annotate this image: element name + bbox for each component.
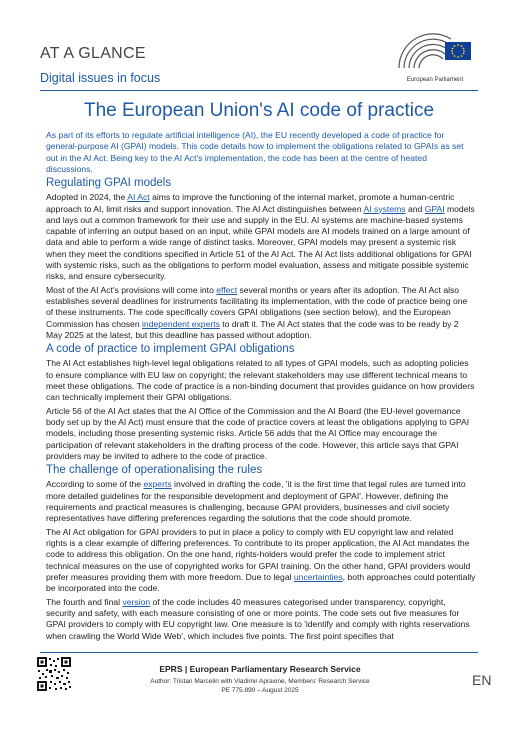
link-ai-systems[interactable]: AI systems xyxy=(363,203,406,214)
paragraph xyxy=(46,597,476,642)
link-version[interactable]: version xyxy=(122,596,151,607)
text: , both approaches could potentially be incorporated into the code. xyxy=(46,571,476,593)
parliament-hemicycle-icon xyxy=(395,30,475,70)
paragraph xyxy=(46,527,476,595)
at-a-glance-label: AT A GLANCE xyxy=(40,45,146,62)
text: The AI Act obligation for GPAI providers to put in place a policy to comply with EU copyright law and related rights is a clear example of differing preferences. To contribute to its proper application, the AI Act mandates the code to address this obligation. On the one hand, rights-holders would prefer the code to implement strict technical measures on the use of copyrighted works for GPAI training. On the other hand, GPAI providers would prefer measures providing them with more freedom. Due to legal xyxy=(46,526,471,582)
footer-authors: Author: Tristan Marcelin with Vladimir Apraxine, Members' Research Service xyxy=(150,678,370,685)
section-heading-regulating: Regulating GPAI models xyxy=(46,177,172,189)
link-uncertainties[interactable]: uncertainties xyxy=(293,571,343,582)
link-ai-act[interactable]: AI Act xyxy=(127,192,150,203)
text: to draft it. The AI Act states that the code was to be ready by 2 May 2025 at the latest, but this deadline has passed without adoption. xyxy=(46,318,459,340)
text: The fourth and final xyxy=(46,596,123,607)
text: involved in drafting the code, 'it is the first time that legal rules are turned into more detailed guidelines for the responsible development and deployment of GPAI'. However, defining the requirements and practical measures is challenging, because GPAI providers, businesses and civil society representatives have differing preferences regarding the solutions that the code should promote. xyxy=(46,479,466,523)
text: aims to improve the functioning of the internal market, promote a human-centric approach to AI, limit risks and support innovation. The AI Act distinguishes between xyxy=(46,192,455,214)
text: several months or years after its adoption. The AI Act also establishes several deadlines for instruments facilitating its implementation, with the code of practice being one of these instruments. The code specifically covers GPAI obligations (see section below), and the European Commission has chosen xyxy=(46,284,468,329)
header-divider xyxy=(40,90,478,91)
paragraph xyxy=(46,479,476,524)
link-effect[interactable]: effect xyxy=(216,284,238,295)
document-body xyxy=(46,130,476,644)
language-code: EN xyxy=(472,672,492,688)
text: Adopted in 2024, the xyxy=(46,192,128,203)
text: and xyxy=(405,203,425,214)
series-subtitle: Digital issues in focus xyxy=(40,71,161,85)
text: of the code includes 40 measures categorised under transparency, copyright, security and safety, with each measure consisting of one or more points. The code sets out five measures for GPAI providers to comply with EU copyright law. One measure is to 'identify and comply with rights reservations when crawling the World Wide Web', which includes five points. The first point specifies that xyxy=(46,596,470,641)
section-heading-code-of-practice: A code of practice to implement GPAI obligations xyxy=(46,343,295,355)
footer xyxy=(0,650,518,736)
text: According to some of the xyxy=(46,479,144,490)
paragraph: Article 56 of the AI Act states that the AI Office of the Commission and the AI Board (the EU-level governance body set up by the AI Act) must ensure that the code of practice covers at least the obligations applying to GPAI models, including those presenting systemic risks. Article 56 adds that the AI Office may encourage the participation of relevant stakeholders in the drafting process of the code. However, this article says that GPAI providers may be invited to adhere to the code of practice. xyxy=(46,405,470,461)
text: models and lays out a common framework for their use and supply in the EU. AI systems are machine-based systems capable of inferring an output based on an input, while GPAI models are AI models trained on a large amount of data and able to perform a wide range of distinct tasks. Moreover, GPAI models may present a systemic risk when they meet the conditions specified in Article 51 of the AI Act. The AI Act lists additional obligations for GPAI with systemic risks, such as the obligations to perform model evaluation, assess and mitigate possible systemic risks, and ensure cybersecurity. xyxy=(46,203,475,281)
logo-label: European Parliament xyxy=(406,77,464,83)
link-gpai[interactable]: GPAI xyxy=(424,203,445,214)
european-parliament-logo xyxy=(395,30,475,83)
intro-paragraph: As part of its efforts to regulate artificial intelligence (AI), the EU recently developed a code of practice for general-purpose AI (GPAI) models. This code details how to implement the obligations related to GPAIs as set out in the AI Act. Being key to the AI Act's implementation, the code has been at the centre of heated discussions. xyxy=(46,130,464,174)
text: Most of the AI Act's provisions will come into xyxy=(46,284,217,295)
paragraph xyxy=(46,192,476,282)
page-title: The European Union's AI code of practice xyxy=(83,100,435,121)
footer-reference: PE 775.890 – August 2025 xyxy=(221,687,299,694)
paragraph xyxy=(46,285,476,341)
footer-info xyxy=(100,664,420,695)
section-heading-challenge: The challenge of operationalising the rules xyxy=(46,464,263,476)
footer-service: EPRS | European Parliamentary Research Service xyxy=(159,664,361,674)
qr-code-icon[interactable] xyxy=(36,656,72,692)
link-experts[interactable]: experts xyxy=(143,479,172,490)
paragraph: The AI Act establishes high-level legal obligations related to all types of GPAI models, such as adopting policies to ensure compliance with EU law on copyright; the relevant stakeholders may use different technical means to meet these obligations. The code of practice is a non-binding document that provides guidance on how providers can technically implement their GPAI obligations. xyxy=(46,358,475,402)
link-independent-experts[interactable]: independent experts xyxy=(142,318,220,329)
